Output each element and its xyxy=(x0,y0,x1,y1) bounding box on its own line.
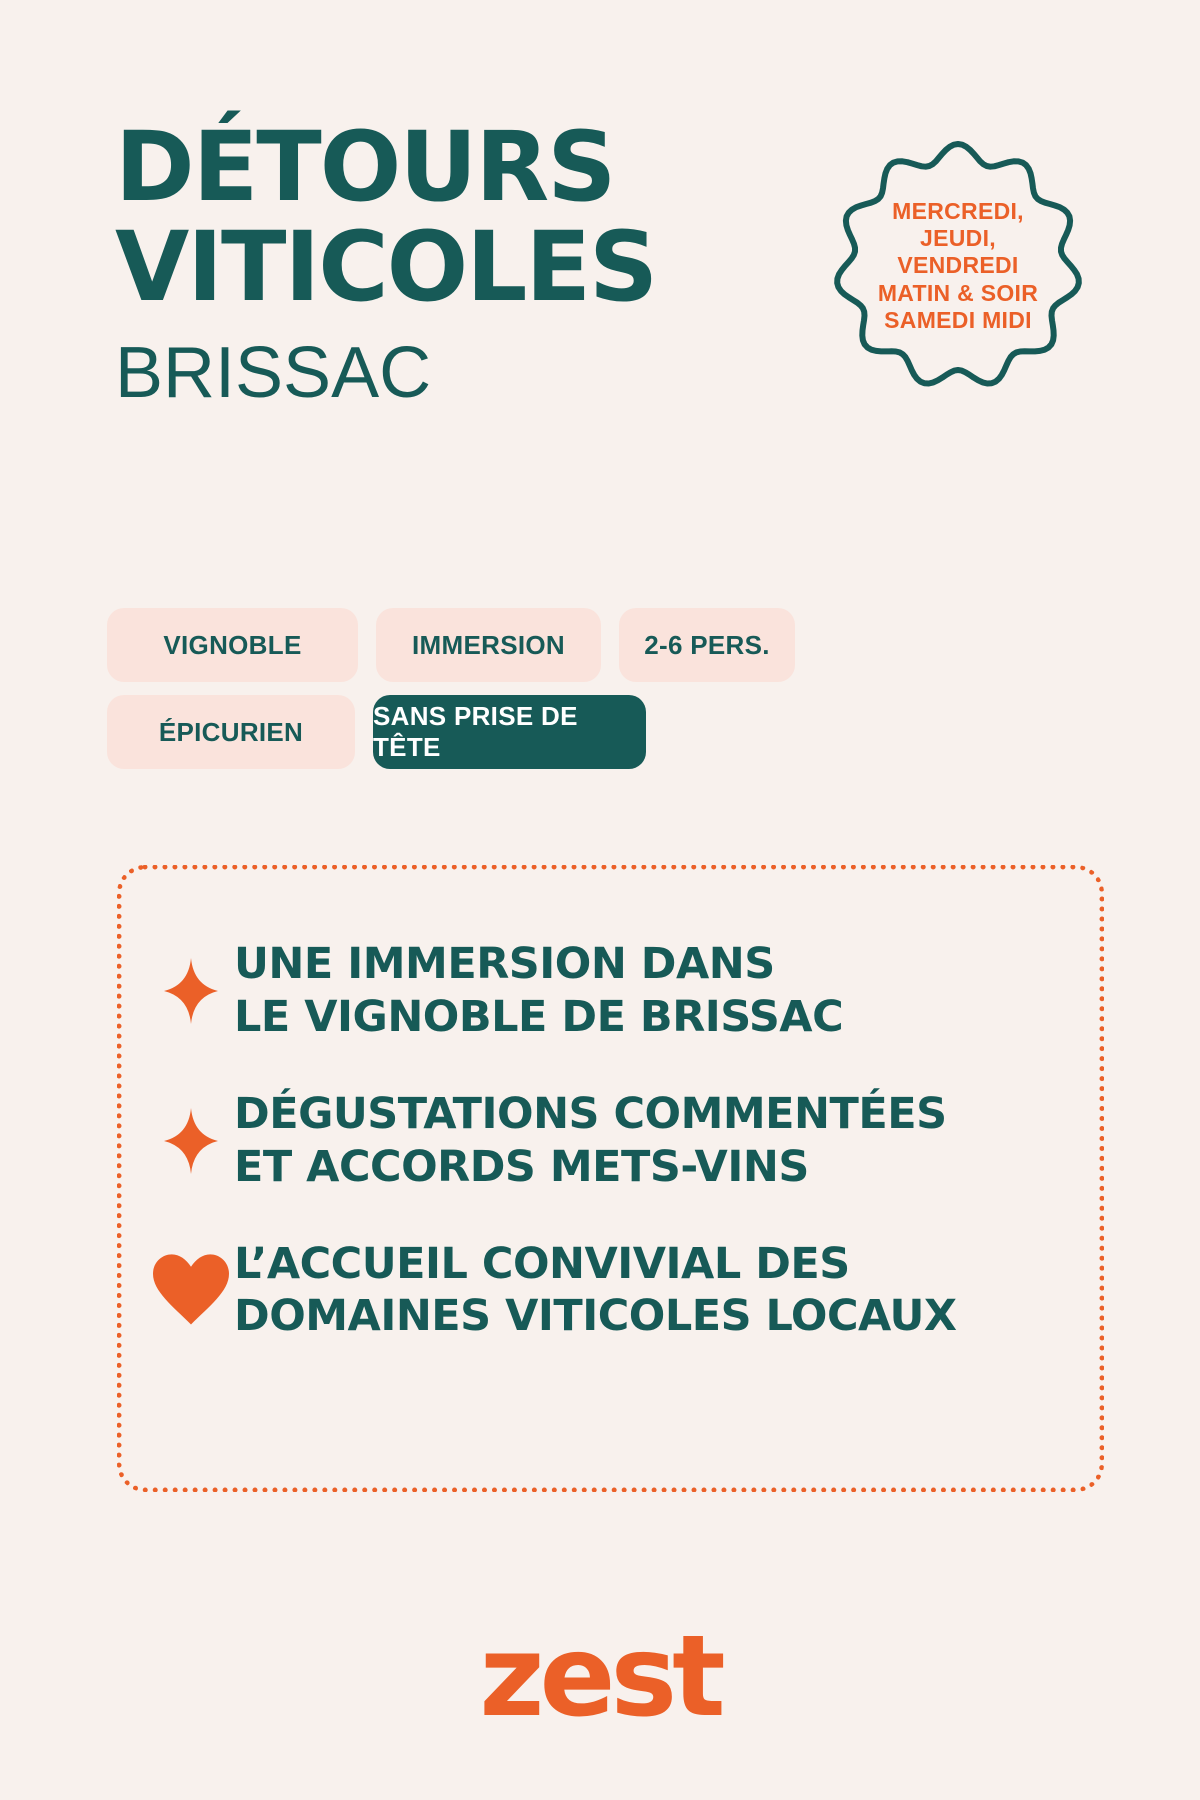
highlights-box xyxy=(117,865,1104,1492)
sparkle-icon xyxy=(148,958,234,1024)
schedule-line: VENDREDI xyxy=(897,252,1019,279)
highlight-text xyxy=(234,1088,947,1194)
schedule-line: MATIN & SOIR xyxy=(877,279,1039,306)
sparkle-icon xyxy=(148,1108,234,1174)
schedule-line: JEUDI, xyxy=(920,225,996,252)
tag-sans-prise-de-tete: SANS PRISE DE TÊTE xyxy=(373,695,646,769)
highlight-line: L’ACCUEIL CONVIVIAL DES xyxy=(234,1238,850,1289)
tag-vignoble: VIGNOBLE xyxy=(107,608,358,682)
schedule-line: MERCREDI, xyxy=(892,198,1024,225)
highlight-line: ET ACCORDS METS-VINS xyxy=(234,1141,809,1192)
highlight-line: LE VIGNOBLE DE BRISSAC xyxy=(234,991,844,1042)
heart-icon xyxy=(148,1254,234,1326)
tag-immersion: IMMERSION xyxy=(376,608,601,682)
zest-logo: zest xyxy=(479,1612,721,1742)
highlight-line: DOMAINES VITICOLES LOCAUX xyxy=(234,1291,957,1342)
page-title-line-1: DÉTOURS xyxy=(115,111,615,223)
tags-section xyxy=(107,608,795,769)
highlight-line: UNE IMMERSION DANS xyxy=(234,939,775,989)
highlight-item xyxy=(148,1088,1069,1194)
tag-epicurien: ÉPICURIEN xyxy=(107,695,355,769)
tags-row-1 xyxy=(107,608,795,682)
schedule-badge-text xyxy=(848,136,1068,396)
highlight-line: DÉGUSTATIONS COMMENTÉES xyxy=(234,1088,947,1139)
highlight-text xyxy=(234,938,843,1044)
schedule-line: SAMEDI MIDI xyxy=(884,306,1032,333)
title-block xyxy=(115,111,657,414)
highlight-item xyxy=(148,1238,1069,1344)
page-subtitle: BRISSAC xyxy=(115,332,432,413)
tags-row-2 xyxy=(107,695,795,769)
page-title-line-2: VITICOLES xyxy=(115,210,657,323)
highlight-item xyxy=(148,938,1069,1044)
tag-group-size: 2-6 PERS. xyxy=(619,608,795,682)
highlight-text xyxy=(234,1238,957,1344)
schedule-badge xyxy=(828,136,1088,396)
